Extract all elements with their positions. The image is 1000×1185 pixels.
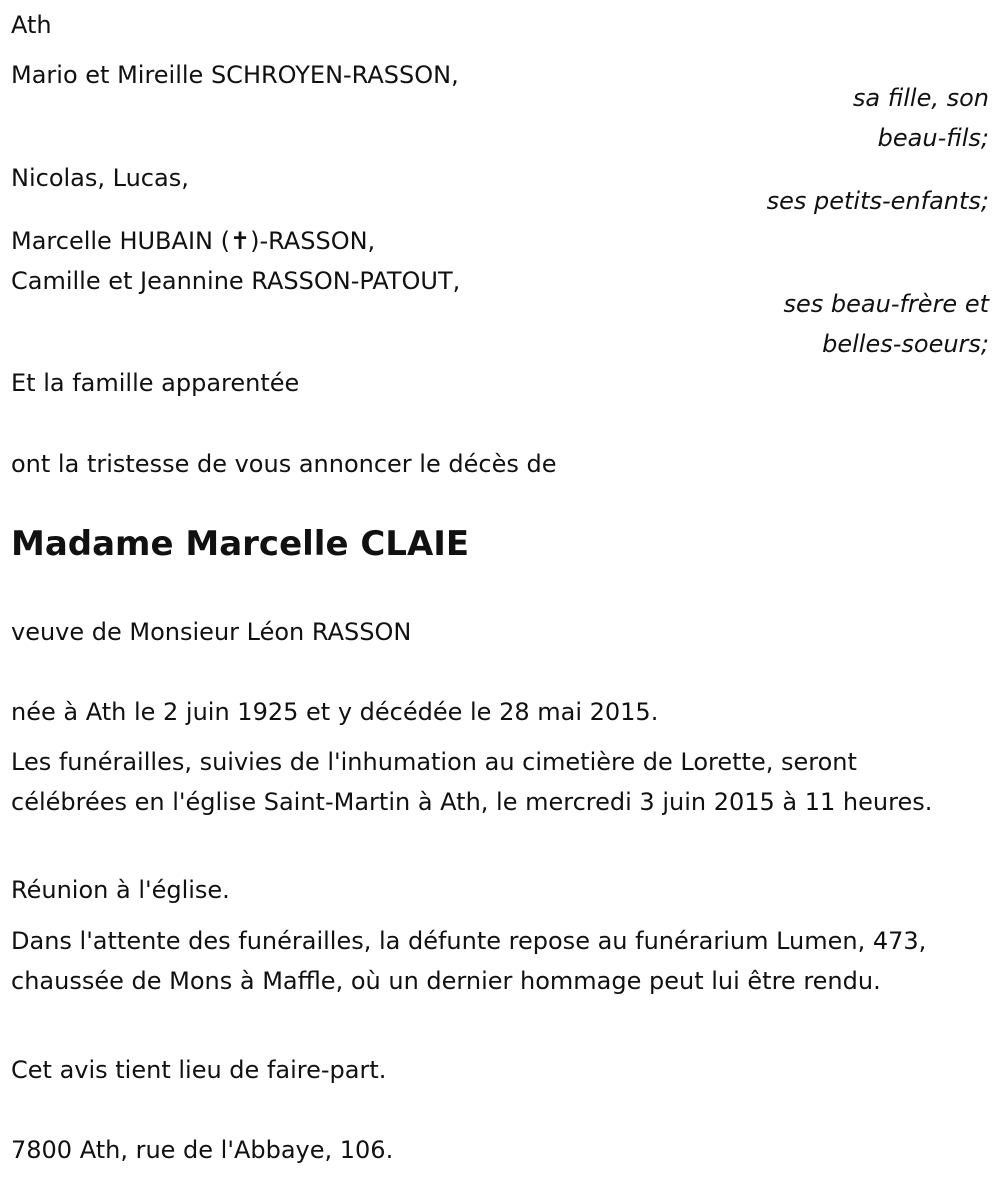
meeting-info: Réunion à l'église.: [11, 876, 230, 904]
family-member-sister-in-law: Marcelle HUBAIN (✝)-RASSON,: [11, 227, 376, 255]
family-member-grandchildren: Nicolas, Lucas,: [11, 164, 189, 192]
location: Ath: [11, 11, 52, 39]
relation-in-laws-line-1: ses beau-frère et: [783, 290, 989, 318]
deceased-name: Madame Marcelle CLAIE: [11, 524, 470, 564]
relation-daughter-line-2: beau-fils;: [877, 124, 989, 152]
extended-family: Et la famille apparentée: [11, 369, 300, 397]
address: 7800 Ath, rue de l'Abbaye, 106.: [11, 1136, 394, 1164]
announcement-text: ont la tristesse de vous annoncer le décès de: [11, 450, 557, 478]
birth-death-dates: née à Ath le 2 juin 1925 et y décédée le 28 mai 2015.: [11, 698, 659, 726]
family-member-daughter: Mario et Mireille SCHROYEN-RASSON,: [11, 61, 459, 89]
notice-text: Cet avis tient lieu de faire-part.: [11, 1056, 387, 1084]
funeral-details: Les funérailles, suivies de l'inhumation au cimetière de Lorette, seront célébrées en l'église Saint-Martin à Ath, le mercredi 3 juin 2015 à 11 heures.: [11, 748, 933, 816]
relation-daughter-line-1: sa fille, son: [852, 84, 989, 112]
relation-in-laws-line-2: belles-soeurs;: [822, 330, 989, 358]
widow-of: veuve de Monsieur Léon RASSON: [11, 618, 412, 646]
relation-grandchildren: ses petits-enfants;: [766, 187, 989, 215]
repose-details: Dans l'attente des funérailles, la défunte repose au funérarium Lumen, 473, chaussée de Mons à Maffle, où un dernier hommage peut lui être rendu.: [11, 927, 927, 995]
family-member-in-laws: Camille et Jeannine RASSON-PATOUT,: [11, 267, 461, 295]
